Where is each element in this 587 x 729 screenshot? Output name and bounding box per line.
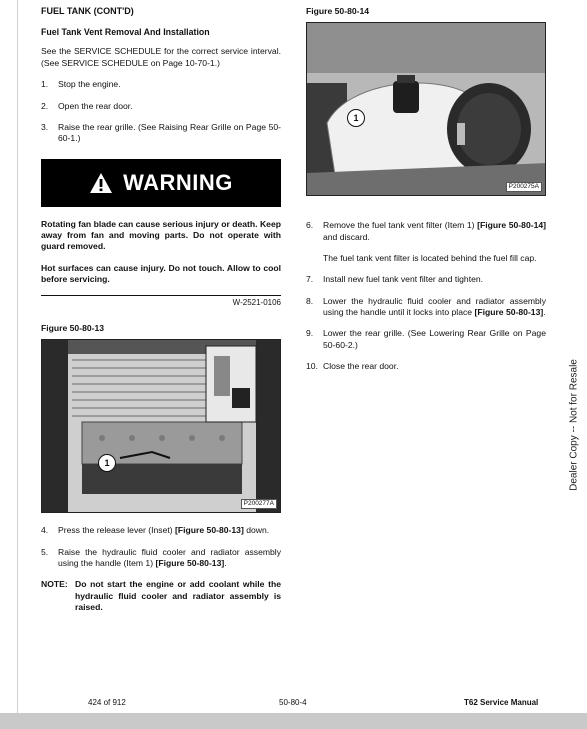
warning-text-hot: Hot surfaces can cause injury. Do not touch. Allow to cool before servicing. (41, 262, 281, 284)
figure-reference: [Figure 50-80-13] (474, 307, 544, 318)
step-number: 7. (306, 274, 314, 285)
figure-radiator (41, 339, 281, 513)
step-6 (306, 220, 546, 243)
footer-page-count: 424 of 912 (88, 698, 126, 707)
step-1 (41, 79, 281, 90)
figure-reference: [Figure 50-80-13] (175, 525, 244, 536)
step-text-end: and discard. (323, 231, 370, 242)
step-text: Raise the rear grille. (See Raising Rear Grille on Page 50-60-1.) (58, 121, 281, 144)
step-number: 8. (306, 295, 314, 306)
viewer-scrollbar-horizontal[interactable] (0, 713, 587, 729)
step-text: Stop the engine. (58, 79, 121, 90)
warning-reference: W-2521-0106 (41, 295, 281, 309)
radiator-illustration (42, 340, 281, 512)
figure-reference: [Figure 50-80-14] (477, 220, 547, 231)
step-text-end: down. (243, 525, 270, 536)
step-number: 10. (306, 361, 318, 372)
intro-paragraph: See the SERVICE SCHEDULE for the correct service interval. (See SERVICE SCHEDULE on Page 10-70-1.) (41, 46, 281, 68)
step-number: 6. (306, 220, 314, 231)
warning-label: WARNING (123, 170, 233, 196)
step-2 (41, 101, 281, 112)
figure-code: P200277A (241, 499, 277, 510)
note-text: Do not start the engine or add coolant while the hydraulic fluid cooler and radiator assembly is raised. (75, 579, 281, 612)
note-label: NOTE: (41, 579, 68, 590)
step-text: Raise the hydraulic fluid cooler and radiator assembly using the handle (Item 1) (58, 546, 281, 568)
figure-callout: 1 (98, 454, 116, 472)
step-4 (41, 525, 281, 536)
figure-reference: [Figure 50-80-13] (155, 557, 225, 568)
step-5 (41, 547, 281, 570)
figure-code: P200275A (506, 182, 542, 193)
step-7 (306, 274, 546, 285)
step-text-end: . (224, 557, 227, 568)
figure-title: Figure 50-80-13 (41, 322, 105, 333)
note (41, 579, 281, 613)
step-number: 9. (306, 328, 314, 339)
step-10 (306, 361, 546, 372)
step-9 (306, 328, 546, 351)
figure-fuel-tank (306, 22, 546, 196)
warning-triangle-icon (89, 172, 113, 194)
step-number: 4. (41, 525, 49, 536)
footer-page-number: 50-80-4 (279, 698, 307, 707)
section-title: FUEL TANK (CONT'D) (41, 6, 134, 16)
viewer-left-edge (0, 0, 18, 713)
step-number: 3. (41, 121, 49, 132)
step-text: Lower the hydraulic fluid cooler and radiator assembly using the handle until it locks into place (323, 295, 546, 318)
left-column (41, 6, 281, 613)
step-number: 2. (41, 100, 49, 111)
right-column (306, 6, 546, 382)
step-text: Install new fuel tank vent filter and tighten. (323, 274, 484, 285)
warning-banner (41, 159, 281, 207)
step-text: Lower the rear grille. (See Lowering Rear Grille on Page 50-60-2.) (323, 328, 546, 350)
fuel-tank-illustration (307, 23, 546, 195)
step-text: Press the release lever (Inset) (58, 525, 176, 536)
figure-callout: 1 (347, 109, 365, 127)
footer-manual-title: T62 Service Manual (464, 698, 539, 707)
step-number: 1. (41, 79, 49, 90)
subsection-title: Fuel Tank Vent Removal And Installation (41, 26, 210, 37)
figure-title: Figure 50-80-14 (306, 6, 370, 16)
warning-text-fan: Rotating fan blade can cause serious injury or death. Keep away from fan and moving parts. Do not operate with guard removed. (41, 218, 281, 252)
dealer-watermark: Dealer Copy -- Not for Resale (568, 359, 580, 491)
step-8 (306, 296, 546, 319)
step-6-detail: The fuel tank vent filter is located behind the fuel fill cap. (323, 253, 537, 264)
step-number: 5. (41, 546, 49, 557)
step-text: Close the rear door. (323, 361, 399, 372)
step-text-end: . (543, 307, 546, 318)
step-text: Remove the fuel tank vent filter (Item 1) (323, 220, 478, 231)
step-text: Open the rear door. (58, 100, 133, 111)
step-3 (41, 122, 281, 145)
